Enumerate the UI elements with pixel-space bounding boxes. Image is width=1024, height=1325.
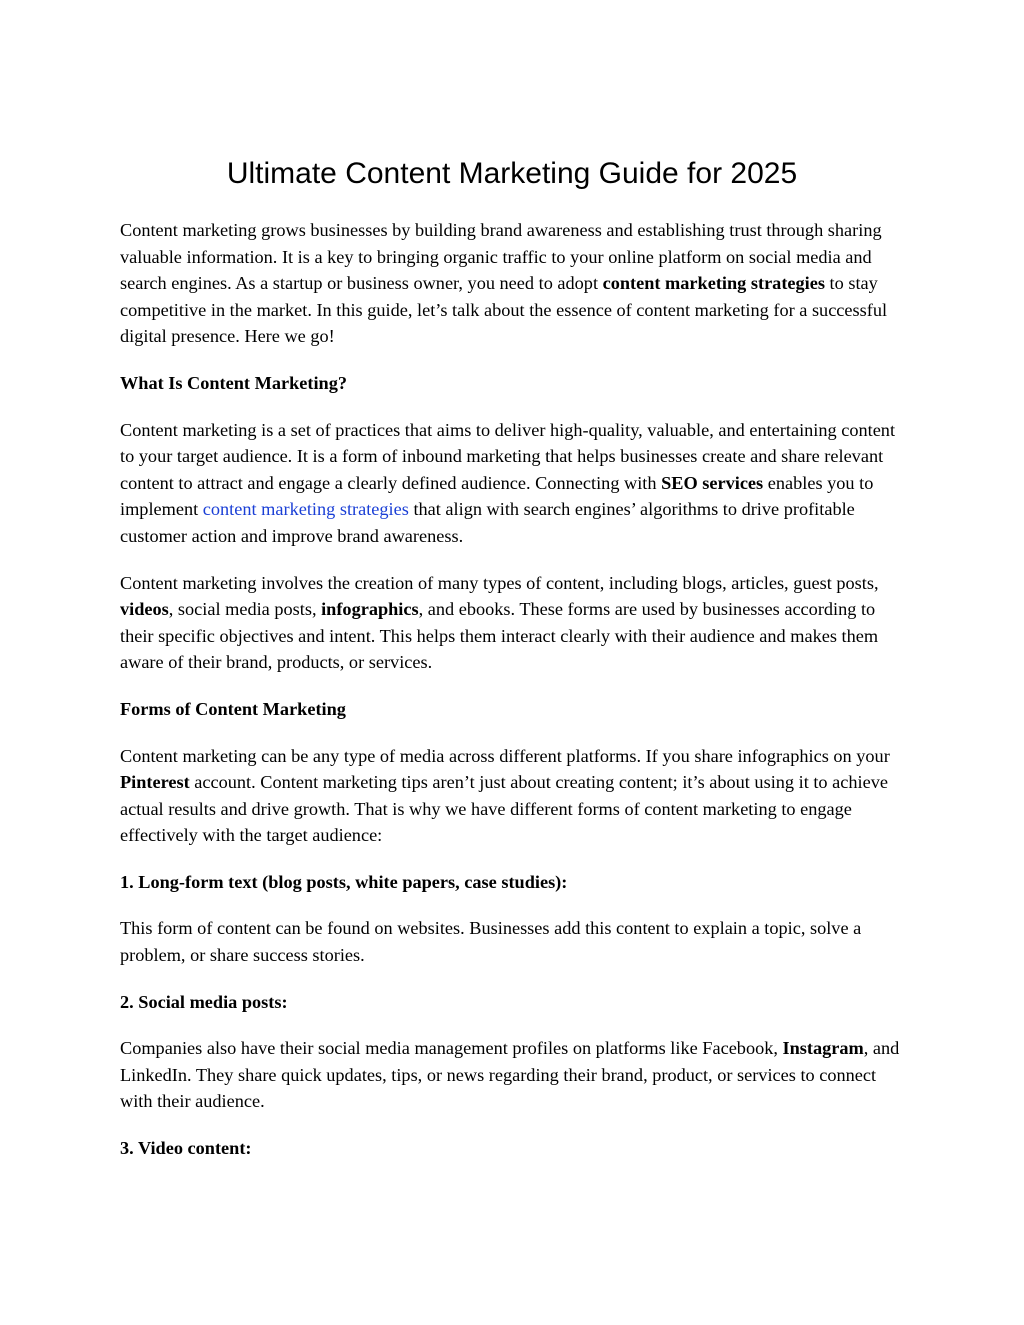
forms-p1-bold-pinterest: Pinterest	[120, 772, 190, 793]
social-text-2: , and LinkedIn. They share quick updates, tips, or news regarding their brand, product, or services to connect with their audience.	[120, 1038, 900, 1112]
what-p2-text-3: , and ebooks. These forms are used by businesses according to their specific objectives and intent. This helps them interact clearly with their audience and makes them aware of their brand, products, or services.	[120, 599, 879, 673]
what-p1-text-1: Content marketing is a set of practices that aims to deliver high-quality, valuable, and entertaining content to your target audience. It is a form of inbound marketing that helps businesses create and share relevant content to attract and engage a clearly defined audience. Connecting with	[120, 419, 896, 493]
document-body	[120, 217, 910, 1182]
what-p2-text-2: , social media posts,	[168, 599, 322, 620]
heading-social-media-posts: 2. Social media posts:	[120, 991, 288, 1012]
long-form-paragraph: This form of content can be found on websites. Businesses add this content to explain a topic, solve a problem, or share success stories.	[120, 918, 862, 966]
what-p1-text-2: enables you to implement	[120, 472, 874, 520]
what-p1-bold-seo-services: SEO services	[661, 472, 764, 493]
intro-text-1: Content marketing grows businesses by building brand awareness and establishing trust through sharing valuable information. It is a key to bringing organic traffic to your online platform on social media and search engines. As a startup or business owner, you need to adopt	[120, 220, 882, 294]
social-text-1: Companies also have their social media management profiles on platforms like Facebook,	[120, 1038, 783, 1059]
intro-paragraph	[120, 217, 910, 350]
what-paragraph-2	[120, 570, 910, 676]
forms-p1-text-1: Content marketing can be any type of media across different platforms. If you share infographics on your	[120, 745, 890, 766]
heading-long-form-text: 1. Long-form text (blog posts, white papers, case studies):	[120, 871, 568, 892]
what-paragraph-1	[120, 417, 910, 550]
page-title: Ultimate Content Marketing Guide for 2025	[226, 157, 798, 190]
forms-p1-text-2: account. Content marketing tips aren’t just about creating content; it’s about using it to achieve actual results and drive growth. That is why we have different forms of content marketing to engage effectively with the target audience:	[120, 772, 888, 846]
social-bold-instagram: Instagram	[782, 1038, 864, 1059]
what-p2-bold-videos: videos	[120, 599, 169, 620]
heading-forms-of-content-marketing: Forms of Content Marketing	[120, 698, 346, 719]
what-p2-text-1: Content marketing involves the creation of many types of content, including blogs, articles, guest posts,	[120, 572, 879, 593]
social-media-paragraph	[120, 1035, 910, 1115]
heading-video-content: 3. Video content:	[120, 1138, 252, 1159]
intro-text-2: to stay competitive in the market. In this guide, let’s talk about the essence of content marketing for a successful digital presence. Here we go!	[120, 273, 888, 347]
heading-what-is-content-marketing: What Is Content Marketing?	[120, 372, 347, 393]
forms-paragraph-1	[120, 743, 910, 849]
content-marketing-strategies-link[interactable]: content marketing strategies	[202, 499, 409, 520]
intro-bold-content-marketing-strategies: content marketing strategies	[602, 273, 825, 294]
what-p1-text-3: that align with search engines’ algorithms to drive profitable customer action and improve brand awareness.	[120, 499, 855, 546]
what-p2-bold-infographics: infographics	[321, 599, 419, 620]
